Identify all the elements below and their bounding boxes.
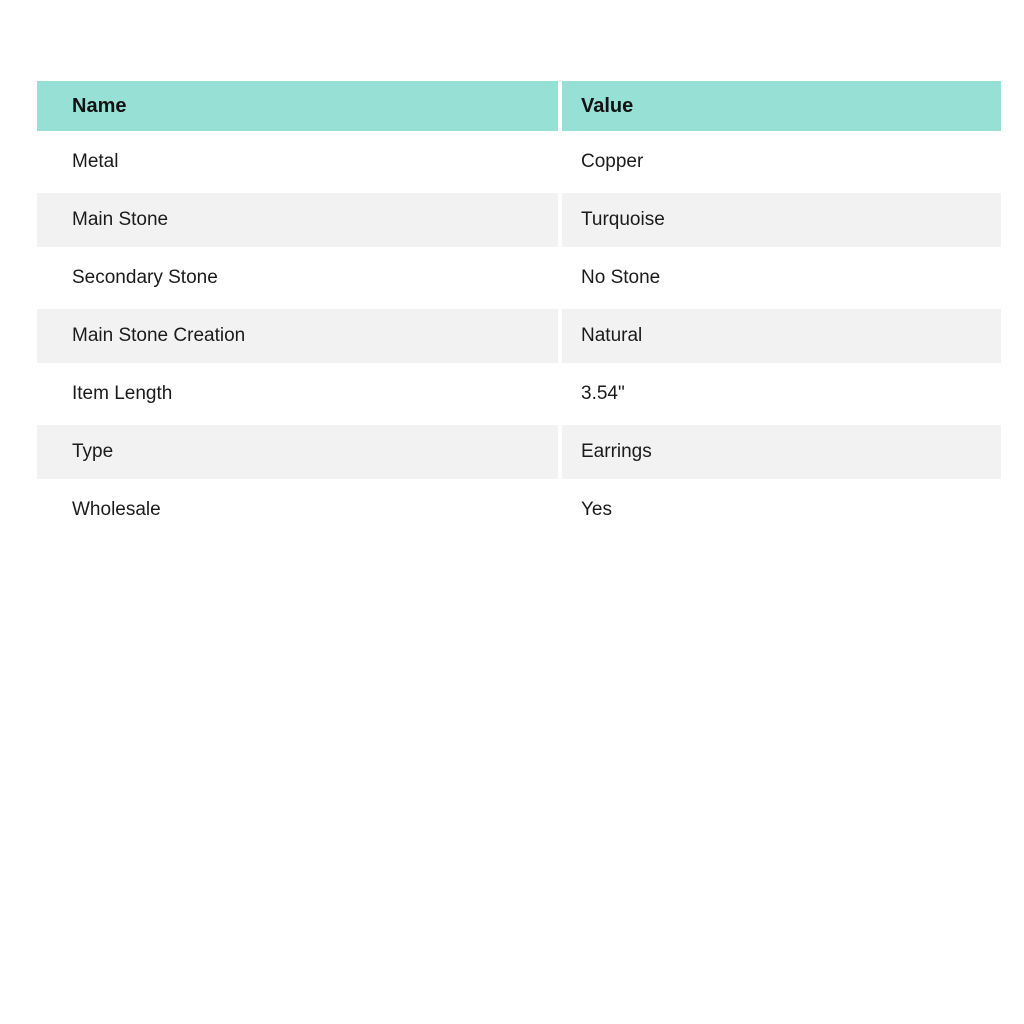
row-value-cell: Natural bbox=[562, 309, 1001, 363]
row-name-cell: Main Stone bbox=[37, 193, 558, 247]
table-row bbox=[37, 193, 1001, 247]
table-header bbox=[37, 81, 1001, 131]
table-row bbox=[37, 135, 1001, 189]
row-name-cell: Type bbox=[37, 425, 558, 479]
item-specifics-panel bbox=[33, 77, 1005, 541]
row-value-cell: Turquoise bbox=[562, 193, 1001, 247]
table-body bbox=[37, 135, 1001, 537]
row-value-cell: Earrings bbox=[562, 425, 1001, 479]
table-row bbox=[37, 309, 1001, 363]
row-name-cell: Secondary Stone bbox=[37, 251, 558, 305]
row-value-cell: Yes bbox=[562, 483, 1001, 537]
row-value-cell: No Stone bbox=[562, 251, 1001, 305]
table-row bbox=[37, 251, 1001, 305]
header-cell-name: Name bbox=[37, 81, 558, 131]
item-specifics-table bbox=[33, 77, 1005, 541]
row-name-cell: Main Stone Creation bbox=[37, 309, 558, 363]
header-row bbox=[37, 81, 1001, 131]
row-name-cell: Metal bbox=[37, 135, 558, 189]
row-value-cell: 3.54" bbox=[562, 367, 1001, 421]
row-value-cell: Copper bbox=[562, 135, 1001, 189]
header-cell-value: Value bbox=[562, 81, 1001, 131]
row-name-cell: Wholesale bbox=[37, 483, 558, 537]
table-row bbox=[37, 425, 1001, 479]
row-name-cell: Item Length bbox=[37, 367, 558, 421]
table-row bbox=[37, 483, 1001, 537]
table-row bbox=[37, 367, 1001, 421]
